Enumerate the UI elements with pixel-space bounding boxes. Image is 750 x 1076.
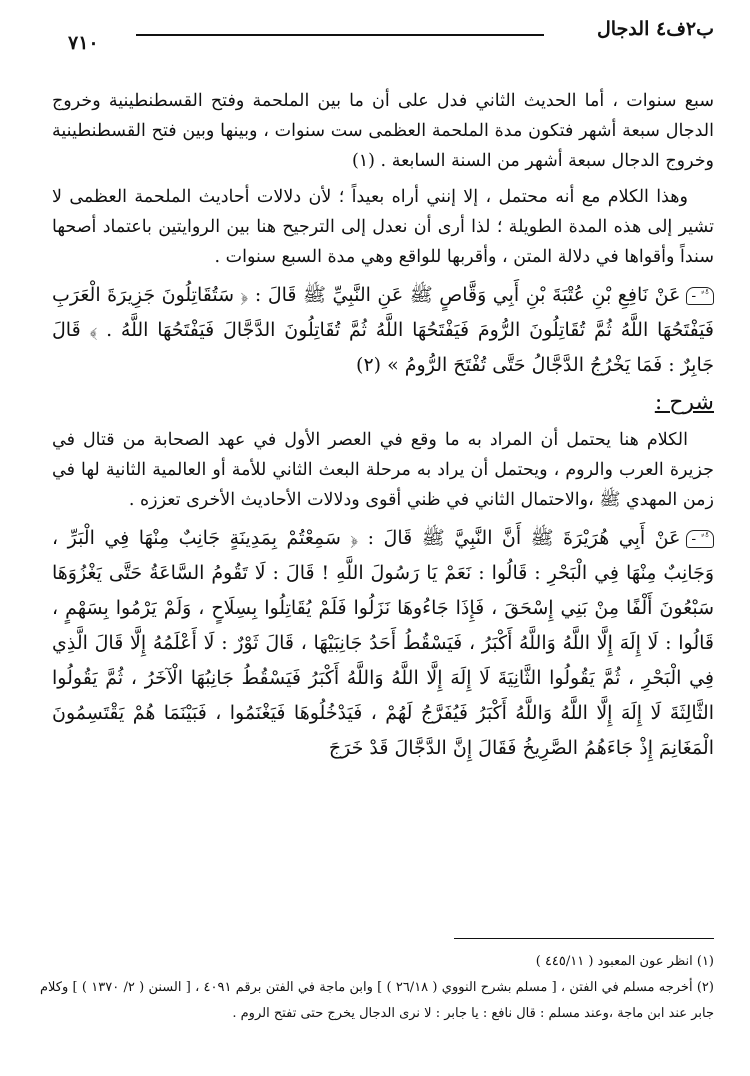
- hadith-1-text: عَنْ نَافِعِ بْنِ عُتْبَةَ بْنِ أَبِي وَقَّاصٍ ﷺ عَنِ النَّبِيِّ ﷺ قَالَ : ﴿ سَتُقَاتِلُونَ جَزِيرَةَ الْعَرَبِ فَيَفْتَحُهَا اللَّهُ ثُمَّ تُقَاتِلُونَ الرُّومَ فَيَفْتَحُهَا اللَّهُ ثُمَّ تُقَاتِلُونَ الدَّجَّالَ فَيَفْتَحُهَا اللَّهُ . ﴾ قَالَ جَابِرٌ : فَمَا يَخْرُجُ الدَّجَّالُ حَتَّى تُفْتَحَ الرُّومُ » (٢): [52, 284, 714, 376]
- footnote-2: (٢) أخرجه مسلم في الفتن ، [ مسلم بشرح النووي ( ٢٦/١٨ ) ] وابن ماجة في الفتن برقم ٤٠٩١ ، [ السنن ( ٢/ ١٣٧٠ ) ] وكلام جابر عند ابن ماجة ،وعند مسلم : قال نافع : يا جابر : لا نرى الدجال يخرج حتى تفتح الروم .: [40, 980, 714, 1021]
- paragraph-2: وهذا الكلام مع أنه محتمل ، إلا إنني أراه بعيداً ؛ لأن دلالات أحاديث الملحمة العظمى لا تشير إلى هذه المدة الطويلة ؛ لذا أرى أن نعدل إلى الترجيح هنا بين الروايتين باعتماد أصحها سنداً وأقواها في دلالة المتن ، وأقربها للواقع وهي مدة السبع سنوات .: [52, 187, 714, 267]
- running-title: ب٢ف٤ الدجال: [596, 18, 714, 40]
- page-header: [68, 18, 714, 54]
- hadith-2: [52, 521, 714, 766]
- main-text: [52, 86, 714, 770]
- hadith-marker-icon: ﱡﱢ -: [686, 287, 714, 305]
- sharh-heading: شرح :: [654, 390, 714, 415]
- paragraph-1: سبع سنوات ، أما الحديث الثاني فدل على أن ما بين الملحمة وفتح القسطنطينية وخروج الدجال سبعة أشهر فتكون مدة الملحمة العظمى ست سنوات ، وبينها وبين فتح القسطنطينية وخروج الدجال سبعة أشهر من السنة السابعة . (١): [52, 91, 714, 171]
- header-rule: [136, 34, 544, 36]
- page-number: ٧١٠: [68, 32, 99, 54]
- hadith-1: [52, 278, 714, 383]
- footnote-rule: [454, 938, 714, 939]
- hadith-2-text: عَنْ أَبِي هُرَيْرَةَ ﷺ أَنَّ النَّبِيَّ ﷺ قَالَ : ﴿ سَمِعْتُمْ بِمَدِينَةٍ جَانِبٌ مِنْهَا فِي الْبَرِّ ، وَجَانِبٌ مِنْهَا فِي الْبَحْرِ : قَالُوا : نَعَمْ يَا رَسُولَ اللَّهِ ! قَالَ : لَا تَقُومُ السَّاعَةُ حَتَّى يَغْزُوَهَا سَبْعُونَ أَلْفًا مِنْ بَنِي إِسْحَقَ ، فَإِذَا جَاءُوهَا نَزَلُوا فَلَمْ يُقَاتِلُوا بِسِلَاحٍ ، وَلَمْ يَرْمُوا بِسَهْمٍ ، قَالُوا : لَا إِلَهَ إِلَّا اللَّهُ وَاللَّهُ أَكْبَرُ ، فَيَسْقُطُ أَحَدُ جَانِبَيْهَا ، قَالَ ثَوْرٌ : لَا أَعْلَمُهُ إِلَّا قَالَ الَّذِي فِي الْبَحْرِ ، ثُمَّ يَقُولُوا الثَّانِيَةَ لَا إِلَهَ إِلَّا اللَّهُ وَاللَّهُ أَكْبَرُ فَيَسْقُطُ جَانِبُهَا الْآخَرُ ، ثُمَّ يَقُولُوا الثَّالِثَةَ لَا إِلَهَ إِلَّا اللَّهُ وَاللَّهُ أَكْبَرُ فَيُفَرَّجُ لَهُمْ ، فَيَدْخُلُوهَا فَيَغْنَمُوا ، فَبَيْنَمَا هُمْ يَقْتَسِمُونَ الْمَغَانِمَ إِذْ جَاءَهُمُ الصَّرِيخُ فَقَالَ إِنَّ الدَّجَّالَ قَدْ خَرَجَ: [52, 527, 714, 759]
- hadith-marker-icon: ﱡﱢ -: [686, 530, 714, 548]
- footnotes: [40, 938, 714, 1027]
- paragraph-3: الكلام هنا يحتمل أن المراد به ما وقع في العصر الأول في عهد الصحابة من قتال في جزيرة العرب والروم ، ويحتمل أن يراد به مرحلة البعث الثاني للأمة أو العالمية الثانية لها في زمن المهدي ﷺ ،والاحتمال الثاني في ظني أقوى ودلالات الأحاديث الأخرى تعززه .: [52, 430, 714, 510]
- footnote-1: (١) انظر عون المعبود ( ٤٤٥/١١ ): [535, 954, 714, 969]
